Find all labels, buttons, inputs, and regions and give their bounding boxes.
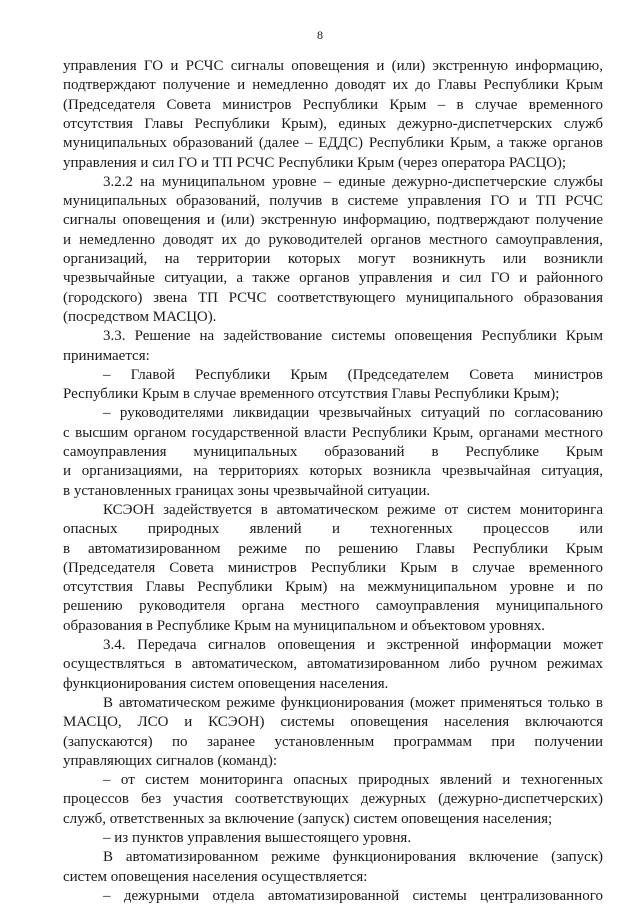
text-line: принимается: bbox=[63, 347, 150, 364]
text-line: (запускаются) по заранее установленным программам при получении bbox=[63, 733, 603, 750]
text-line: – от систем мониторинга опасных природных явлений и техногенных bbox=[103, 772, 603, 789]
text-line: самоуправления муниципальных образований в Республике Крым bbox=[63, 444, 603, 460]
text-line: – руководителями ликвидации чрезвычайных ситуаций по согласованию bbox=[103, 405, 603, 422]
text-line: управления и сил ГО и ТП РСЧС Республики Крым (через оператора РАСЦО); bbox=[63, 154, 567, 171]
text-line: решению руководителя органа местного самоуправления муниципального bbox=[63, 598, 603, 615]
text-line: служб, ответственных за включение (запуск) систем оповещения населения; bbox=[63, 810, 553, 827]
text-line: муниципальных образований, получив в системе управления ГО и ТП РСЧС bbox=[63, 193, 603, 210]
text-line: (Председателя Совета министров Республики Крым в случае временного bbox=[63, 559, 603, 576]
text-line: систем оповещения населения осуществляется: bbox=[63, 868, 368, 885]
text-line: осуществляться в автоматическом, автоматизированном либо ручном режимах bbox=[63, 656, 603, 673]
text-line: (городского) звена ТП РСЧС соответствующего муниципального образования bbox=[63, 289, 603, 306]
text-line: отсутствия Главы Республики Крым) на межмуниципальном уровне и по bbox=[63, 579, 603, 596]
text-line: – дежурными отдела автоматизированной системы централизованного bbox=[103, 887, 603, 904]
text-line: чрезвычайные ситуации, а также органов управления и сил ГО и районного bbox=[63, 270, 603, 287]
text-line: функционирования систем оповещения населения. bbox=[63, 675, 389, 692]
text-line: – из пунктов управления вышестоящего уровня. bbox=[103, 830, 412, 846]
text-line: и немедленно доводят их до руководителей органов местного самоуправления, bbox=[63, 231, 603, 248]
text-line: МАСЦО, ЛСО и КСЭОН) системы оповещения населения включаются bbox=[63, 714, 603, 731]
text-line: В автоматизированном режиме функционирования включение (запуск) bbox=[103, 849, 603, 866]
text-line: 3.2.2 на муниципальном уровне – единые дежурно-диспетчерские службы bbox=[103, 173, 603, 190]
text-line: КСЭОН задействуется в автоматическом режиме от систем мониторинга bbox=[103, 501, 603, 518]
text-line: сигналы оповещения и (или) экстренную информацию, подтверждают получение bbox=[63, 212, 603, 229]
text-line: в установленных границах зоны чрезвычайной ситуации. bbox=[63, 482, 431, 499]
text-line: подтверждают получение и немедленно доводят их до Главы Республики Крым bbox=[63, 77, 603, 94]
text-line: и организациями, на территориях которых возникла чрезвычайная ситуация, bbox=[63, 463, 603, 480]
text-line: В автоматическом режиме функционирования (может применяться только в bbox=[103, 694, 603, 711]
text-line: (Председателя Совета министров Республики Крым – в случае временного bbox=[63, 96, 603, 113]
text-line: – Главой Республики Крым (Председателем Совета министров bbox=[103, 366, 603, 383]
text-line: в автоматизированном режиме по решению Главы Республики Крым bbox=[63, 540, 603, 557]
text-line: 3.4. Передача сигналов оповещения и экстренной информации может bbox=[103, 637, 603, 653]
text-line: (посредством МАСЦО). bbox=[63, 308, 217, 325]
text-line: опасных природных явлений и техногенных процессов или bbox=[63, 521, 603, 538]
text-line: процессов без участия соответствующих дежурных (дежурно-диспетчерских) bbox=[63, 791, 603, 808]
text-line: организаций, на территории которых могут возникнуть или возникли bbox=[63, 251, 603, 267]
text-line: 3.3. Решение на задействование системы оповещения Республики Крым bbox=[103, 328, 603, 345]
text-line: управления ГО и РСЧС сигналы оповещения и (или) экстренную информацию, bbox=[63, 58, 603, 74]
text-line: Республики Крым в случае временного отсутствия Главы Республики Крым); bbox=[63, 386, 560, 403]
text-line: с высшим органом государственной власти Республики Крым, органами местного bbox=[63, 424, 603, 441]
text-line: управляющих сигналов (команд): bbox=[63, 752, 278, 769]
text-line: муниципальных образований (далее – ЕДДС) Республики Крым, а также органов bbox=[63, 135, 603, 152]
page-number: 8 bbox=[317, 28, 323, 42]
text-line: образования в Республике Крым на муниципальном и объектовом уровнях. bbox=[63, 617, 546, 634]
text-line: отсутствия Главы Республики Крым), единых дежурно-диспетчерских служб bbox=[63, 115, 603, 132]
